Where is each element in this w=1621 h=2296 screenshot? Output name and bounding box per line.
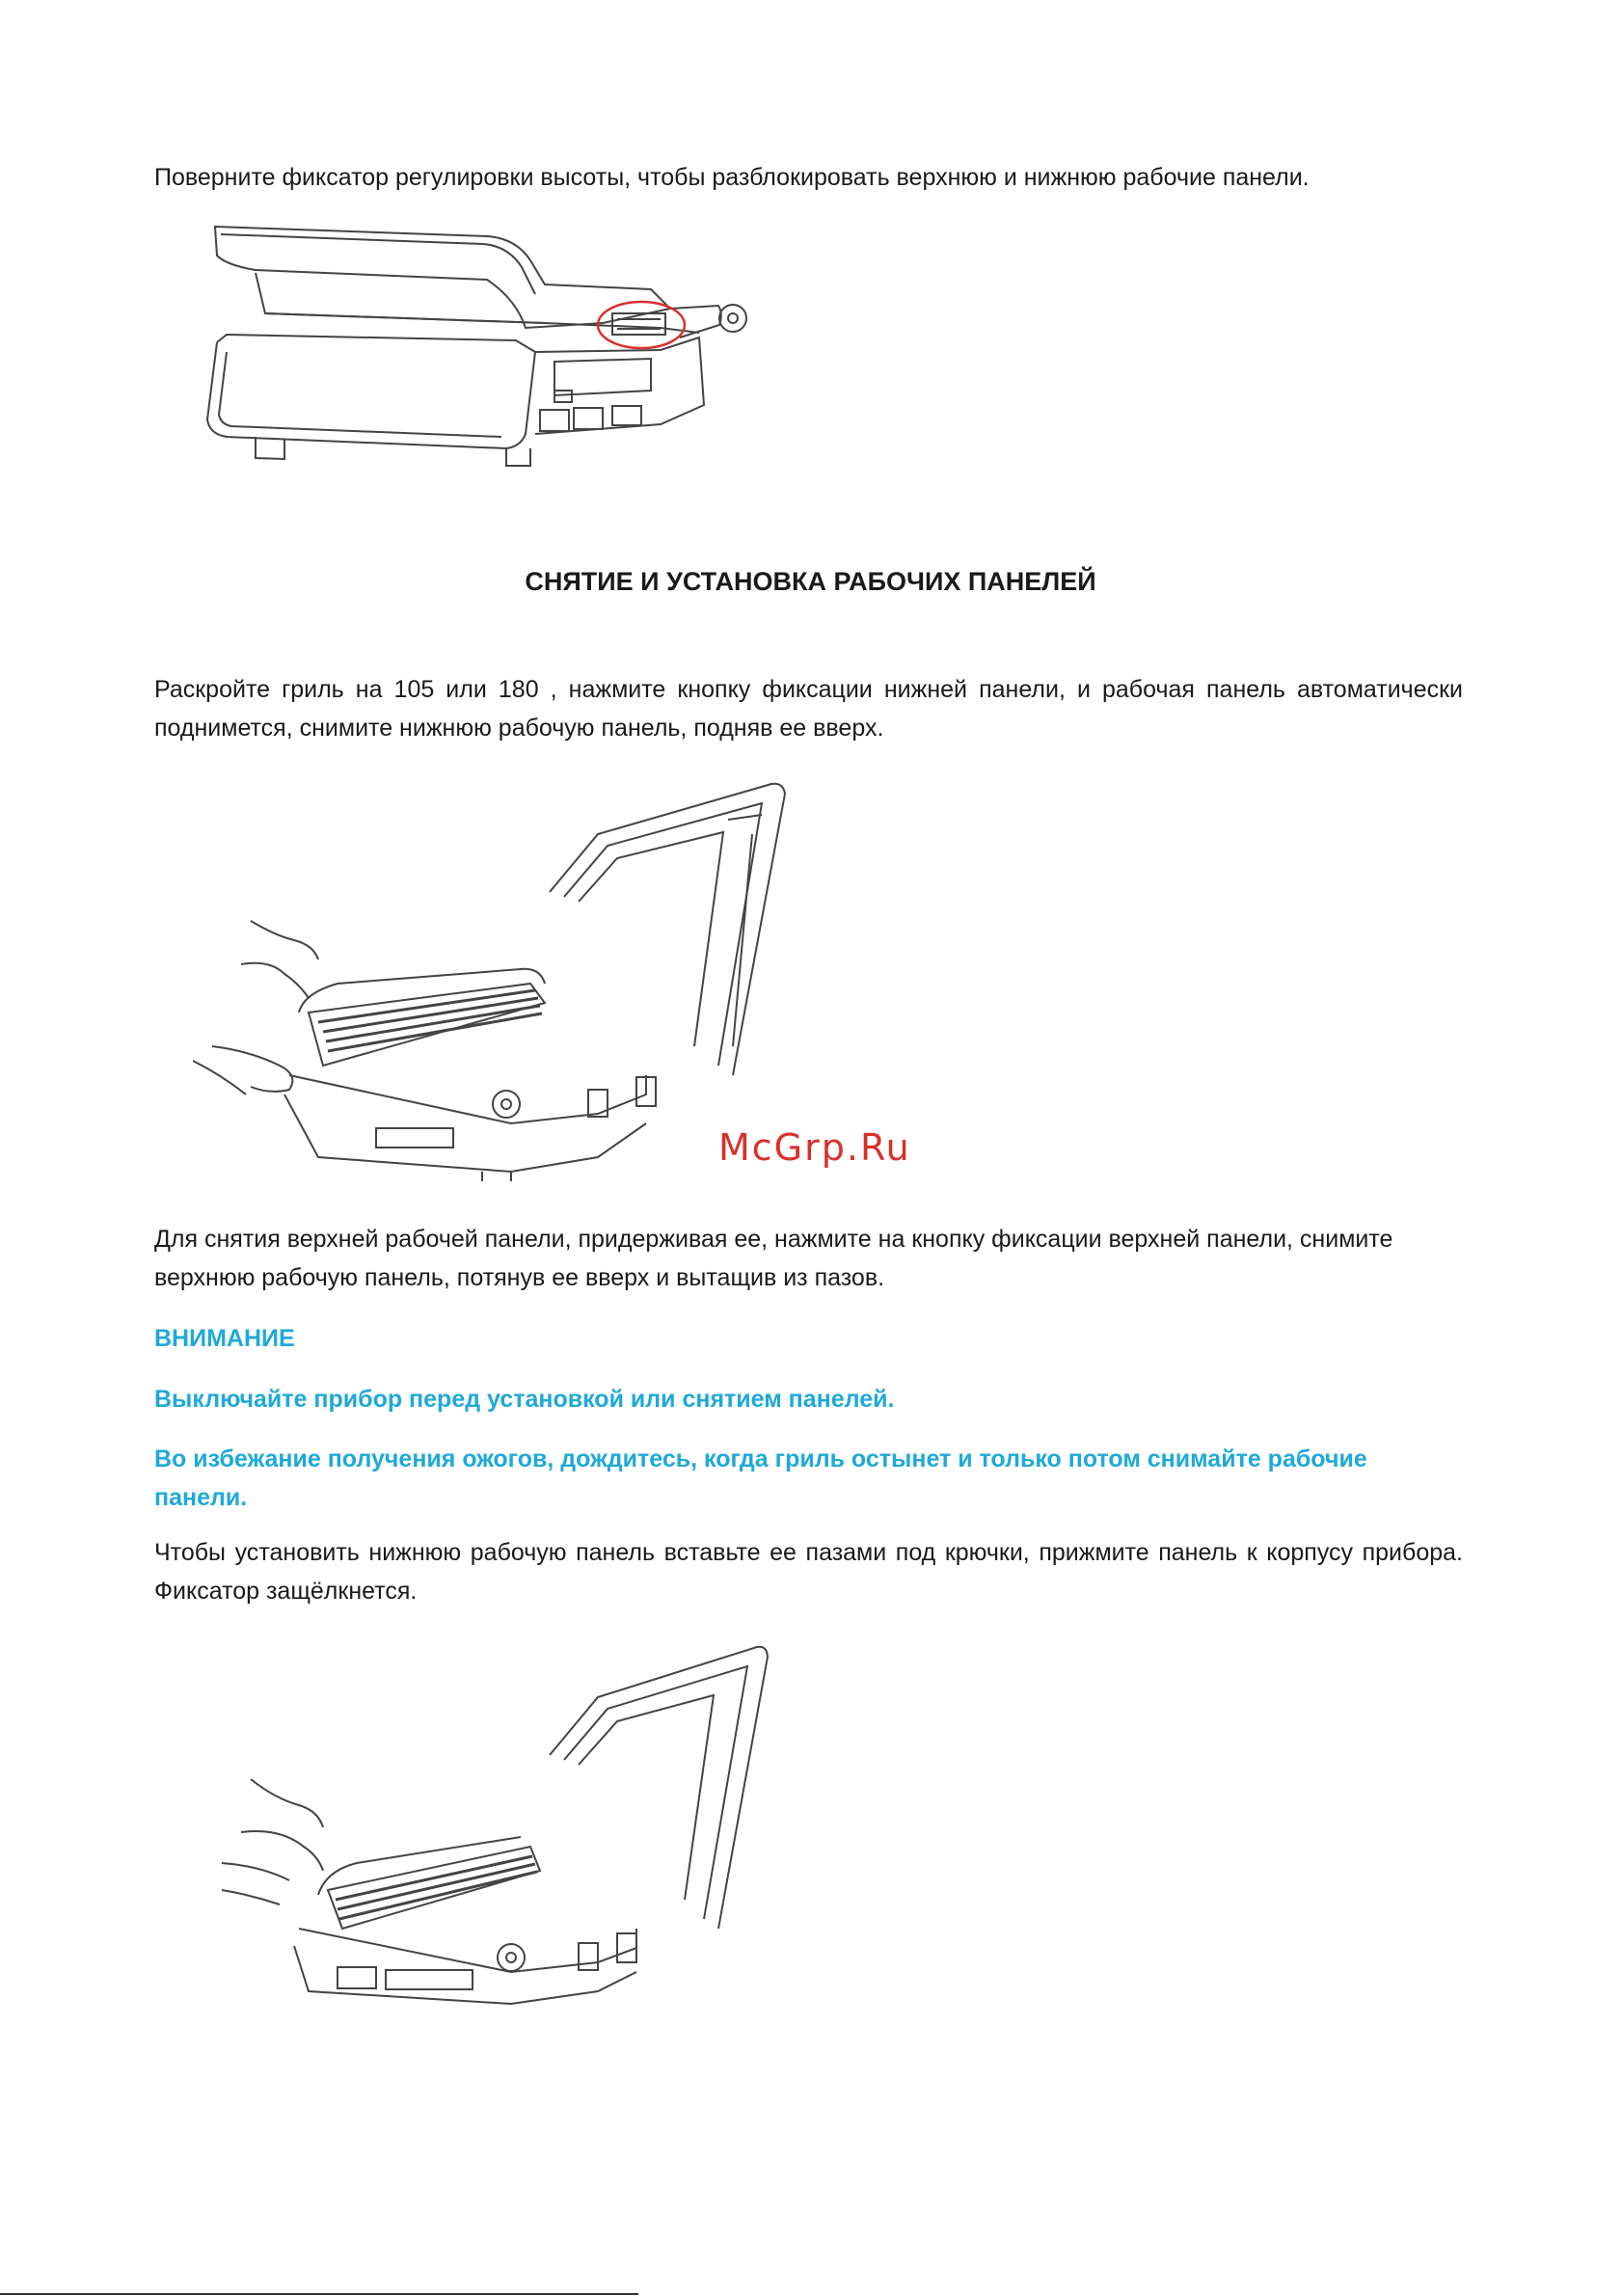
figure-install-lower-plate	[193, 1639, 791, 2006]
warning-burns: Во избежание получения ожогов, дождитесь, когда гриль остынет и только потом снимайте рабочие панели.	[154, 1445, 1367, 1511]
instruction-remove-upper-plate: Для снятия верхней рабочей панели, придерживая ее, нажмите на кнопку фиксации верхней панели, снимите верхнюю рабочую панель, потянув ее вверх и вытащив из пазов.	[154, 1226, 1393, 1291]
warning-title: ВНИМАНИЕ	[154, 1325, 295, 1352]
section-heading: СНЯТИЕ И УСТАНОВКА РАБОЧИХ ПАНЕЛЕЙ	[525, 567, 1096, 596]
hinge-icon	[493, 1091, 520, 1118]
footer-divider	[0, 2293, 638, 2295]
watermark-text: McGrp.Ru	[718, 1126, 911, 1169]
instruction-unlock-height: Поверните фиксатор регулировки высоты, чтобы разблокировать верхнюю и нижнюю рабочие панели.	[154, 164, 1310, 191]
warning-switch-off: Выключайте прибор перед установкой или снятием панелей.	[154, 1386, 895, 1413]
hinge-icon	[498, 1944, 525, 1971]
figure-remove-lower-plate	[193, 776, 810, 1181]
instruction-open-grill: Раскройте гриль на 105 или 180 , нажмите кнопку фиксации нижней панели, и рабочая панель автоматически поднимется, снимите нижнюю рабочую панель, подняв ее вверх.	[154, 676, 1463, 742]
instruction-install-lower-plate: Чтобы установить нижнюю рабочую панель вставьте ее пазами под крючки, прижмите панель к корпусу прибора. Фиксатор защёлкнется.	[154, 1539, 1463, 1605]
figure-grill-closed	[198, 217, 776, 468]
